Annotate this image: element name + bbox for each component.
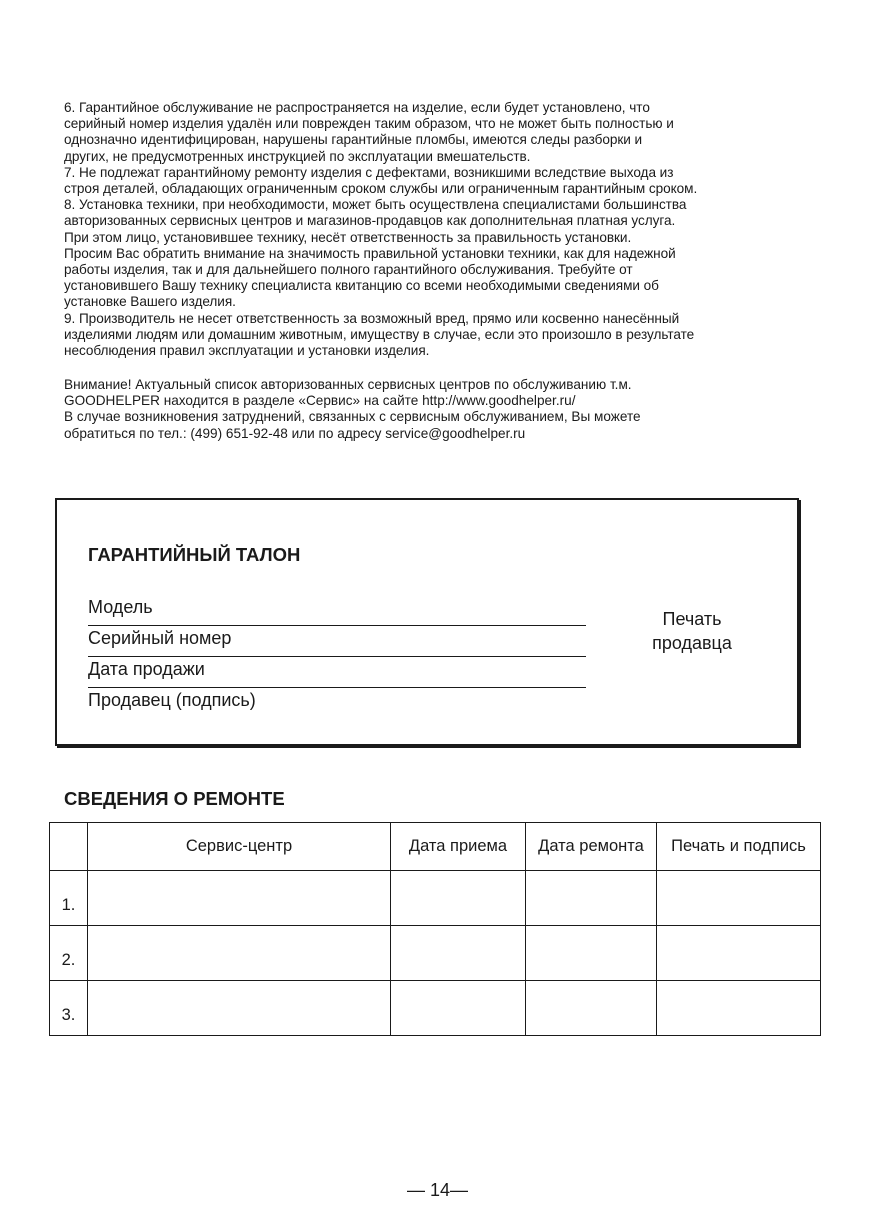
header-number — [50, 823, 88, 871]
terms-line: строя деталей, обладающих ограниченным сроком службы или ограниченным гарантийным сроком. — [64, 181, 698, 197]
seller-stamp-area — [642, 607, 742, 655]
terms-line: 7. Не подлежат гарантийному ремонту изделия с дефектами, возникшими вследствие выхода из — [64, 164, 674, 180]
service-center-cell[interactable] — [88, 926, 391, 981]
table-row — [50, 871, 821, 926]
table-row — [50, 926, 821, 981]
seller-signature-label: Продавец (подпись) — [88, 690, 256, 710]
warranty-card — [55, 498, 799, 746]
service-center-cell[interactable] — [88, 981, 391, 1036]
header-repair-date: Дата ремонта — [526, 823, 657, 871]
seller-signature-field[interactable] — [88, 687, 586, 718]
terms-line: других, не предусмотренных инструкцией по эксплуатации вмешательств. — [64, 148, 531, 164]
terms-line: однозначно идентифицирован, нарушены гарантийные пломбы, имеются следы разборки и — [64, 132, 643, 148]
stamp-label-line1: Печать — [662, 609, 722, 629]
terms-line: изделиями людям или домашним животным, имуществу в случае, если это произошло в результате — [64, 326, 695, 342]
repair-date-cell[interactable] — [526, 926, 657, 981]
row-number: 2. — [50, 926, 88, 981]
terms-line: 6. Гарантийное обслуживание не распространяется на изделие, если будет установлено, что — [64, 100, 650, 115]
sale-date-field[interactable] — [88, 656, 586, 688]
terms-line: авторизованных сервисных центров и магазинов-продавцов как дополнительная платная услуга. — [64, 213, 676, 229]
terms-line: серийный номер изделия удалён или поврежден таким образом, что не может быть полностью и — [64, 116, 674, 132]
serial-number-label: Серийный номер — [88, 628, 232, 648]
row-number: 1. — [50, 871, 88, 926]
stamp-signature-cell[interactable] — [657, 871, 821, 926]
serial-number-field[interactable] — [88, 625, 586, 657]
header-receipt-date: Дата приема — [391, 823, 526, 871]
terms-line: Просим Вас обратить внимание на значимость правильной установки техники, как для надежной — [64, 245, 676, 261]
header-service-center: Сервис-центр — [88, 823, 391, 871]
page-number: — 14— — [406, 1180, 469, 1200]
model-field[interactable] — [88, 594, 586, 626]
warranty-terms — [64, 100, 834, 359]
notice-line: GOODHELPER находится в разделе «Сервис» на сайте http://www.goodhelper.ru/ — [64, 393, 576, 409]
terms-line: установившего Вашу технику специалиста квитанцию со всеми необходимыми сведениями об — [64, 278, 659, 294]
repair-table — [49, 822, 821, 1036]
receipt-date-cell[interactable] — [391, 926, 526, 981]
notice-line: В случае возникновения затруднений, связанных с сервисным обслуживанием, Вы можете — [64, 409, 641, 425]
stamp-label-line2: продавца — [652, 633, 732, 653]
service-notice — [64, 377, 834, 442]
service-center-cell[interactable] — [88, 871, 391, 926]
row-number: 3. — [50, 981, 88, 1036]
stamp-signature-cell[interactable] — [657, 926, 821, 981]
terms-line: 8. Установка техники, при необходимости, может быть осуществлена специалистами большинства — [64, 197, 687, 213]
receipt-date-cell[interactable] — [391, 871, 526, 926]
repair-section-title: СВЕДЕНИЯ О РЕМОНТЕ — [64, 788, 285, 809]
terms-line: работы изделия, так и для дальнейшего полного гарантийного обслуживания. Требуйте от — [64, 262, 633, 278]
terms-line: несоблюдения правил эксплуатации и установки изделия. — [64, 343, 430, 359]
notice-line: обратиться по тел.: (499) 651-92-48 или по адресу service@goodhelper.ru — [64, 425, 526, 441]
table-row — [50, 981, 821, 1036]
warranty-card-title: ГАРАНТИЙНЫЙ ТАЛОН — [88, 544, 301, 565]
model-label: Модель — [88, 597, 153, 617]
table-header-row — [50, 823, 821, 871]
repair-date-cell[interactable] — [526, 871, 657, 926]
repair-date-cell[interactable] — [526, 981, 657, 1036]
sale-date-label: Дата продажи — [88, 659, 205, 679]
terms-line: 9. Производитель не несет ответственность за возможный вред, прямо или косвенно нанесённый — [64, 310, 680, 326]
terms-line: установке Вашего изделия. — [64, 294, 236, 310]
notice-line: Внимание! Актуальный список авторизованных сервисных центров по обслуживанию т.м. — [64, 377, 632, 392]
receipt-date-cell[interactable] — [391, 981, 526, 1036]
stamp-signature-cell[interactable] — [657, 981, 821, 1036]
header-stamp-signature: Печать и подпись — [657, 823, 821, 871]
terms-line: При этом лицо, установившее технику, несёт ответственность за правильность установки. — [64, 229, 632, 245]
